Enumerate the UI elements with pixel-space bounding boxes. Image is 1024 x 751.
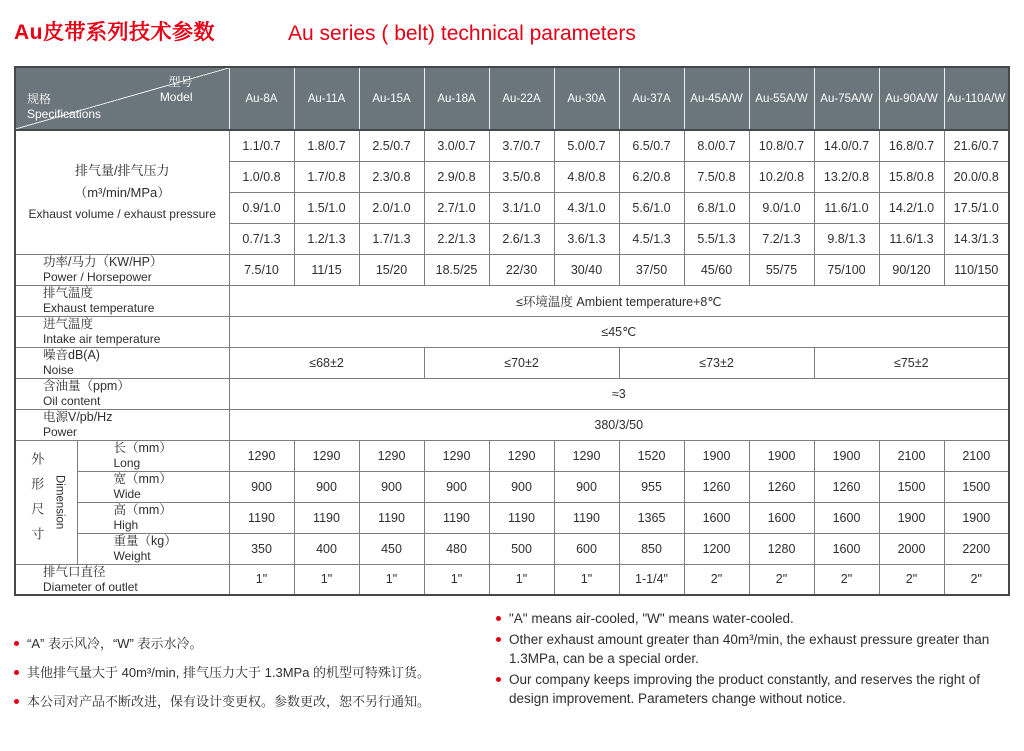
- value-cell: 1600: [749, 502, 814, 533]
- value-cell: 2.9/0.8: [424, 161, 489, 192]
- value-cell: 1190: [294, 502, 359, 533]
- value-cell: 7.5/0.8: [684, 161, 749, 192]
- label-en: Noise: [43, 363, 74, 377]
- model-header: Au-110A/W: [944, 67, 1009, 130]
- value-cell: 1200: [684, 533, 749, 564]
- table-row: [15, 502, 1009, 533]
- bullet-icon: [14, 670, 19, 675]
- value-cell: 7.5/10: [229, 254, 294, 285]
- value-cell: 17.5/1.0: [944, 192, 1009, 223]
- footnote-text: 其他排气量大于 40m³/min, 排气压力大于 1.3MPa 的机型可特殊订货。: [27, 665, 431, 680]
- value-cell: 6.5/0.7: [619, 130, 684, 161]
- value-cell: 3.1/1.0: [489, 192, 554, 223]
- row-label-volume: [15, 130, 229, 254]
- value-cell: 3.7/0.7: [489, 130, 554, 161]
- label-zh: 进气温度: [43, 317, 94, 331]
- value-cell: 55/75: [749, 254, 814, 285]
- row-label-exhaust-temp: [15, 285, 229, 316]
- value-cell: 5.6/1.0: [619, 192, 684, 223]
- value-cell: 900: [359, 471, 424, 502]
- footnote-text: "A" means air-cooled, "W" means water-cooled.: [509, 611, 794, 626]
- footnote-item: [496, 670, 996, 709]
- value-cell: 500: [489, 533, 554, 564]
- merged-value-cell: ≤70±2: [424, 347, 619, 378]
- table-row: [15, 285, 1009, 316]
- value-cell: 1500: [944, 471, 1009, 502]
- value-cell: 400: [294, 533, 359, 564]
- model-header: Au-45A/W: [684, 67, 749, 130]
- value-cell: 1260: [749, 471, 814, 502]
- value-cell: 1900: [814, 440, 879, 471]
- bullet-icon: [14, 699, 19, 704]
- value-cell: 1900: [944, 502, 1009, 533]
- value-cell: 1290: [424, 440, 489, 471]
- row-label-oil: [15, 378, 229, 409]
- value-cell: 450: [359, 533, 424, 564]
- value-cell: 2100: [879, 440, 944, 471]
- value-cell: 2": [749, 564, 814, 595]
- value-cell: 1": [229, 564, 294, 595]
- value-cell: 1900: [879, 502, 944, 533]
- value-cell: 2": [814, 564, 879, 595]
- value-cell: 850: [619, 533, 684, 564]
- value-cell: 15/20: [359, 254, 424, 285]
- label-zh: 排气温度: [43, 286, 94, 300]
- value-cell: 1600: [814, 502, 879, 533]
- model-header: Au-15A: [359, 67, 424, 130]
- value-cell: 1900: [684, 440, 749, 471]
- footnotes-en: [496, 609, 996, 721]
- merged-value-cell: ≤75±2: [814, 347, 1009, 378]
- value-cell: 1": [294, 564, 359, 595]
- value-cell: 2100: [944, 440, 1009, 471]
- bullet-icon: [496, 677, 501, 682]
- table-row: [15, 533, 1009, 564]
- value-cell: 6.2/0.8: [619, 161, 684, 192]
- value-cell: 1600: [814, 533, 879, 564]
- label-en: Long: [113, 456, 141, 470]
- value-cell: 955: [619, 471, 684, 502]
- footnote-text: “A” 表示风冷，“W” 表示水冷。: [27, 636, 203, 651]
- corner-model-en: Model: [159, 90, 193, 104]
- value-cell: 2.3/0.8: [359, 161, 424, 192]
- label-zh: 电源V/pb/Hz: [43, 410, 113, 424]
- table-row: [15, 130, 1009, 161]
- title-zh: Au皮带系列技术参数: [14, 21, 215, 44]
- footnote-text: 本公司对产品不断改进，保有设计变更权。参数更改，恕不另行通知。: [27, 694, 431, 709]
- value-cell: 2000: [879, 533, 944, 564]
- dimension-label-zh: 外形尺寸: [29, 452, 45, 552]
- label-en: Power: [43, 425, 78, 439]
- footnote-text: Our company keeps improving the product constantly, and reserves the right of design improvement. Parameters change without notice.: [509, 671, 980, 706]
- table-row: [15, 347, 1009, 378]
- label-en: Power / Horsepower: [43, 270, 152, 284]
- value-cell: 1190: [554, 502, 619, 533]
- dimension-label-en: Dimension: [53, 474, 66, 530]
- spec-table: [14, 66, 1010, 596]
- value-cell: 30/40: [554, 254, 619, 285]
- corner-model-label: [160, 75, 193, 105]
- value-cell: 110/150: [944, 254, 1009, 285]
- row-label-weight: [77, 533, 229, 564]
- label-zh: 排气口直径: [43, 564, 106, 579]
- table-row: [15, 254, 1009, 285]
- value-cell: 3.6/1.3: [554, 223, 619, 254]
- merged-value-cell: ≤68±2: [229, 347, 424, 378]
- label-en: High: [113, 518, 139, 532]
- label-en: Weight: [113, 549, 151, 563]
- value-cell: 8.0/0.7: [684, 130, 749, 161]
- value-cell: 4.5/1.3: [619, 223, 684, 254]
- model-header: Au-8A: [229, 67, 294, 130]
- model-header: Au-55A/W: [749, 67, 814, 130]
- corner-model-zh: 型号: [168, 75, 193, 89]
- footnotes-zh: [14, 609, 496, 721]
- label-zh: 高（mm）: [113, 503, 172, 517]
- value-cell: 1290: [359, 440, 424, 471]
- value-cell: 2.7/1.0: [424, 192, 489, 223]
- value-cell: 1500: [879, 471, 944, 502]
- corner-spec-label: [27, 92, 101, 122]
- value-cell: 2.5/0.7: [359, 130, 424, 161]
- value-cell: 1-1/4": [619, 564, 684, 595]
- label-zh: 长（mm）: [113, 441, 172, 455]
- merged-value-cell: ≈3: [229, 378, 1009, 409]
- footnote-item: [14, 663, 496, 682]
- value-cell: 1290: [229, 440, 294, 471]
- value-cell: 10.2/0.8: [749, 161, 814, 192]
- label-en: Oil content: [43, 394, 101, 408]
- row-label-intake-temp: [15, 316, 229, 347]
- value-cell: 1.7/1.3: [359, 223, 424, 254]
- row-label-power-supply: [15, 409, 229, 440]
- bullet-icon: [14, 641, 19, 646]
- table-row: [15, 409, 1009, 440]
- value-cell: 1290: [294, 440, 359, 471]
- value-cell: 1.7/0.8: [294, 161, 359, 192]
- value-cell: 75/100: [814, 254, 879, 285]
- value-cell: 14.3/1.3: [944, 223, 1009, 254]
- dimension-group-label: [15, 440, 77, 564]
- label-en: Wide: [113, 487, 141, 501]
- label-zh: 宽（mm）: [113, 472, 172, 486]
- footnote-item: [496, 630, 996, 669]
- value-cell: 1900: [749, 440, 814, 471]
- value-cell: 20.0/0.8: [944, 161, 1009, 192]
- bullet-icon: [496, 616, 501, 621]
- label-zh: 功率/马力（KW/HP）: [43, 255, 163, 269]
- merged-value-cell: 380/3/50: [229, 409, 1009, 440]
- value-cell: 11.6/1.3: [879, 223, 944, 254]
- value-cell: 600: [554, 533, 619, 564]
- value-cell: 11/15: [294, 254, 359, 285]
- corner-cell: [15, 67, 229, 130]
- label-en: Exhaust volume / exhaust pressure: [28, 207, 216, 222]
- value-cell: 5.5/1.3: [684, 223, 749, 254]
- value-cell: 37/50: [619, 254, 684, 285]
- value-cell: 4.3/1.0: [554, 192, 619, 223]
- value-cell: 900: [489, 471, 554, 502]
- value-cell: 1.5/1.0: [294, 192, 359, 223]
- value-cell: 1.8/0.7: [294, 130, 359, 161]
- page-title: [0, 0, 1024, 46]
- value-cell: 1280: [749, 533, 814, 564]
- bullet-icon: [496, 637, 501, 642]
- value-cell: 1.1/0.7: [229, 130, 294, 161]
- value-cell: 2": [944, 564, 1009, 595]
- model-header: Au-11A: [294, 67, 359, 130]
- vertical-label-wrap: [16, 452, 77, 552]
- row-label-outlet: [15, 564, 229, 595]
- value-cell: 1260: [684, 471, 749, 502]
- label-zh: 噪音dB(A): [43, 348, 100, 362]
- merged-value-cell: ≤73±2: [619, 347, 814, 378]
- label-zh: 重量（kg）: [113, 534, 177, 548]
- label-en: Diameter of outlet: [43, 579, 138, 594]
- table-row: [15, 378, 1009, 409]
- value-cell: 900: [424, 471, 489, 502]
- label-en: Intake air temperature: [43, 332, 161, 346]
- corner-spec-en: Specifications: [27, 107, 102, 121]
- value-cell: 1600: [684, 502, 749, 533]
- value-cell: 3.5/0.8: [489, 161, 554, 192]
- value-cell: 2.6/1.3: [489, 223, 554, 254]
- value-cell: 15.8/0.8: [879, 161, 944, 192]
- model-header: Au-18A: [424, 67, 489, 130]
- model-header: Au-90A/W: [879, 67, 944, 130]
- label-en: Exhaust temperature: [43, 301, 155, 315]
- footnote-item: [14, 692, 496, 711]
- footnotes: [14, 609, 1024, 721]
- value-cell: 1290: [554, 440, 619, 471]
- label-zh: 含油量（ppm）: [43, 379, 130, 393]
- value-cell: 0.7/1.3: [229, 223, 294, 254]
- value-cell: 1190: [424, 502, 489, 533]
- model-header: Au-75A/W: [814, 67, 879, 130]
- value-cell: 14.2/1.0: [879, 192, 944, 223]
- row-label-long: [77, 440, 229, 471]
- table-row: [15, 564, 1009, 595]
- value-cell: 900: [229, 471, 294, 502]
- value-cell: 2": [879, 564, 944, 595]
- value-cell: 13.2/0.8: [814, 161, 879, 192]
- value-cell: 4.8/0.8: [554, 161, 619, 192]
- value-cell: 1290: [489, 440, 554, 471]
- value-cell: 1": [489, 564, 554, 595]
- value-cell: 1190: [229, 502, 294, 533]
- value-cell: 900: [554, 471, 619, 502]
- value-cell: 2": [684, 564, 749, 595]
- value-cell: 90/120: [879, 254, 944, 285]
- table-row: [15, 440, 1009, 471]
- footnote-item: [14, 634, 496, 653]
- value-cell: 45/60: [684, 254, 749, 285]
- model-header: Au-37A: [619, 67, 684, 130]
- title-en: Au series ( belt) technical parameters: [288, 22, 636, 45]
- value-cell: 0.9/1.0: [229, 192, 294, 223]
- table-row: [15, 316, 1009, 347]
- merged-value-cell: ≤环境温度 Ambient temperature+8℃: [229, 285, 1009, 316]
- value-cell: 1520: [619, 440, 684, 471]
- value-cell: 1365: [619, 502, 684, 533]
- value-cell: 1190: [359, 502, 424, 533]
- table-row: [15, 471, 1009, 502]
- model-header: Au-22A: [489, 67, 554, 130]
- row-label-high: [77, 502, 229, 533]
- value-cell: 6.8/1.0: [684, 192, 749, 223]
- model-header: Au-30A: [554, 67, 619, 130]
- value-cell: 9.0/1.0: [749, 192, 814, 223]
- row-label-wide: [77, 471, 229, 502]
- value-cell: 2.0/1.0: [359, 192, 424, 223]
- value-cell: 1190: [489, 502, 554, 533]
- value-cell: 10.8/0.7: [749, 130, 814, 161]
- merged-value-cell: ≤45℃: [229, 316, 1009, 347]
- value-cell: 7.2/1.3: [749, 223, 814, 254]
- value-cell: 22/30: [489, 254, 554, 285]
- footnote-item: [496, 609, 996, 629]
- value-cell: 480: [424, 533, 489, 564]
- value-cell: 14.0/0.7: [814, 130, 879, 161]
- value-cell: 1.2/1.3: [294, 223, 359, 254]
- value-cell: 9.8/1.3: [814, 223, 879, 254]
- corner-spec-zh: 规格: [27, 92, 52, 106]
- row-label-power-hp: [15, 254, 229, 285]
- value-cell: 2200: [944, 533, 1009, 564]
- value-cell: 1": [424, 564, 489, 595]
- value-cell: 5.0/0.7: [554, 130, 619, 161]
- value-cell: 18.5/25: [424, 254, 489, 285]
- value-cell: 11.6/1.0: [814, 192, 879, 223]
- header-row: [15, 67, 1009, 130]
- value-cell: 900: [294, 471, 359, 502]
- value-cell: 2.2/1.3: [424, 223, 489, 254]
- value-cell: 16.8/0.7: [879, 130, 944, 161]
- label-unit: （m³/min/MPa）: [74, 185, 171, 201]
- value-cell: 1260: [814, 471, 879, 502]
- value-cell: 1": [554, 564, 619, 595]
- value-cell: 350: [229, 533, 294, 564]
- value-cell: 1": [359, 564, 424, 595]
- label-zh: 排气量/排气压力: [74, 163, 170, 179]
- footnote-text: Other exhaust amount greater than 40m³/min, the exhaust pressure greater than 1.3MPa, can be a special order.: [509, 631, 990, 666]
- value-cell: 3.0/0.7: [424, 130, 489, 161]
- value-cell: 1.0/0.8: [229, 161, 294, 192]
- value-cell: 21.6/0.7: [944, 130, 1009, 161]
- row-label-noise: [15, 347, 229, 378]
